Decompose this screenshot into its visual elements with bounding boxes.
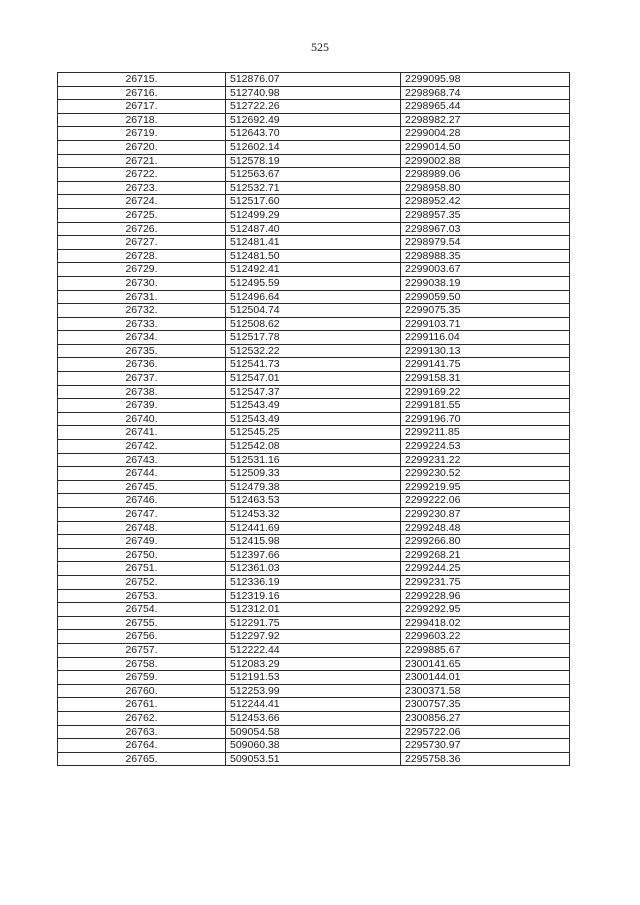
y-coordinate-cell: 2299181.55 (401, 399, 570, 413)
point-number-cell: 26757. (58, 643, 226, 657)
y-coordinate-cell: 2298988.35 (401, 249, 570, 263)
table-row (58, 100, 570, 114)
x-coordinate-cell: 512453.66 (226, 711, 401, 725)
point-number-cell: 26750. (58, 548, 226, 562)
y-coordinate-cell: 2295722.06 (401, 725, 570, 739)
x-coordinate-cell: 512547.37 (226, 385, 401, 399)
x-coordinate-cell: 509060.38 (226, 739, 401, 753)
y-coordinate-cell: 2299230.87 (401, 508, 570, 522)
point-number-cell: 26745. (58, 480, 226, 494)
x-coordinate-cell: 512495.59 (226, 276, 401, 290)
y-coordinate-cell: 2299292.95 (401, 603, 570, 617)
y-coordinate-cell: 2299014.50 (401, 140, 570, 154)
point-number-cell: 26727. (58, 236, 226, 250)
point-number-cell: 26728. (58, 249, 226, 263)
coordinates-table-body (58, 73, 570, 766)
x-coordinate-cell: 512692.49 (226, 113, 401, 127)
x-coordinate-cell: 512312.01 (226, 603, 401, 617)
y-coordinate-cell: 2299230.52 (401, 467, 570, 481)
x-coordinate-cell: 512508.62 (226, 317, 401, 331)
table-row (58, 195, 570, 209)
table-row (58, 671, 570, 685)
x-coordinate-cell: 512463.53 (226, 494, 401, 508)
point-number-cell: 26756. (58, 630, 226, 644)
x-coordinate-cell: 512222.44 (226, 643, 401, 657)
x-coordinate-cell: 512481.41 (226, 236, 401, 250)
y-coordinate-cell: 2298979.54 (401, 236, 570, 250)
y-coordinate-cell: 2299075.35 (401, 304, 570, 318)
y-coordinate-cell: 2299116.04 (401, 331, 570, 345)
x-coordinate-cell: 512531.16 (226, 453, 401, 467)
point-number-cell: 26762. (58, 711, 226, 725)
y-coordinate-cell: 2295730.97 (401, 739, 570, 753)
point-number-cell: 26720. (58, 140, 226, 154)
point-number-cell: 26738. (58, 385, 226, 399)
y-coordinate-cell: 2299130.13 (401, 344, 570, 358)
point-number-cell: 26765. (58, 752, 226, 766)
y-coordinate-cell: 2299885.67 (401, 643, 570, 657)
y-coordinate-cell: 2298982.27 (401, 113, 570, 127)
table-row (58, 276, 570, 290)
point-number-cell: 26730. (58, 276, 226, 290)
point-number-cell: 26739. (58, 399, 226, 413)
table-row (58, 698, 570, 712)
y-coordinate-cell: 2298968.74 (401, 86, 570, 100)
y-coordinate-cell: 2300757.35 (401, 698, 570, 712)
x-coordinate-cell: 512547.01 (226, 372, 401, 386)
table-row (58, 657, 570, 671)
table-row (58, 113, 570, 127)
y-coordinate-cell: 2298989.06 (401, 168, 570, 182)
y-coordinate-cell: 2299228.96 (401, 589, 570, 603)
point-number-cell: 26734. (58, 331, 226, 345)
y-coordinate-cell: 2299158.31 (401, 372, 570, 386)
y-coordinate-cell: 2298967.03 (401, 222, 570, 236)
y-coordinate-cell: 2298952.42 (401, 195, 570, 209)
point-number-cell: 26761. (58, 698, 226, 712)
y-coordinate-cell: 2299003.67 (401, 263, 570, 277)
y-coordinate-cell: 2299059.50 (401, 290, 570, 304)
table-row (58, 304, 570, 318)
point-number-cell: 26758. (58, 657, 226, 671)
table-row (58, 290, 570, 304)
y-coordinate-cell: 2299603.22 (401, 630, 570, 644)
point-number-cell: 26742. (58, 440, 226, 454)
point-number-cell: 26731. (58, 290, 226, 304)
point-number-cell: 26736. (58, 358, 226, 372)
x-coordinate-cell: 512543.49 (226, 399, 401, 413)
table-row (58, 630, 570, 644)
point-number-cell: 26722. (58, 168, 226, 182)
table-row (58, 603, 570, 617)
y-coordinate-cell: 2299266.80 (401, 535, 570, 549)
table-row (58, 616, 570, 630)
y-coordinate-cell: 2299004.28 (401, 127, 570, 141)
x-coordinate-cell: 512361.03 (226, 562, 401, 576)
table-row (58, 140, 570, 154)
point-number-cell: 26741. (58, 426, 226, 440)
point-number-cell: 26735. (58, 344, 226, 358)
point-number-cell: 26754. (58, 603, 226, 617)
x-coordinate-cell: 512532.71 (226, 181, 401, 195)
y-coordinate-cell: 2299248.48 (401, 521, 570, 535)
table-row (58, 86, 570, 100)
point-number-cell: 26721. (58, 154, 226, 168)
point-number-cell: 26725. (58, 208, 226, 222)
point-number-cell: 26744. (58, 467, 226, 481)
point-number-cell: 26752. (58, 575, 226, 589)
table-row (58, 711, 570, 725)
x-coordinate-cell: 512487.40 (226, 222, 401, 236)
point-number-cell: 26746. (58, 494, 226, 508)
table-row (58, 127, 570, 141)
table-row (58, 154, 570, 168)
y-coordinate-cell: 2299169.22 (401, 385, 570, 399)
point-number-cell: 26716. (58, 86, 226, 100)
y-coordinate-cell: 2299211.85 (401, 426, 570, 440)
x-coordinate-cell: 512722.26 (226, 100, 401, 114)
x-coordinate-cell: 512191.53 (226, 671, 401, 685)
x-coordinate-cell: 512481.50 (226, 249, 401, 263)
y-coordinate-cell: 2298957.35 (401, 208, 570, 222)
x-coordinate-cell: 512563.67 (226, 168, 401, 182)
x-coordinate-cell: 512740.98 (226, 86, 401, 100)
x-coordinate-cell: 512545.25 (226, 426, 401, 440)
table-row (58, 508, 570, 522)
x-coordinate-cell: 512578.19 (226, 154, 401, 168)
x-coordinate-cell: 512532.22 (226, 344, 401, 358)
x-coordinate-cell: 512643.70 (226, 127, 401, 141)
y-coordinate-cell: 2298958.80 (401, 181, 570, 195)
point-number-cell: 26726. (58, 222, 226, 236)
point-number-cell: 26749. (58, 535, 226, 549)
point-number-cell: 26737. (58, 372, 226, 386)
point-number-cell: 26733. (58, 317, 226, 331)
point-number-cell: 26747. (58, 508, 226, 522)
x-coordinate-cell: 512504.74 (226, 304, 401, 318)
point-number-cell: 26724. (58, 195, 226, 209)
point-number-cell: 26743. (58, 453, 226, 467)
point-number-cell: 26759. (58, 671, 226, 685)
x-coordinate-cell: 512543.49 (226, 412, 401, 426)
x-coordinate-cell: 512441.69 (226, 521, 401, 535)
point-number-cell: 26723. (58, 181, 226, 195)
x-coordinate-cell: 512415.98 (226, 535, 401, 549)
y-coordinate-cell: 2295758.36 (401, 752, 570, 766)
table-row (58, 752, 570, 766)
x-coordinate-cell: 512492.41 (226, 263, 401, 277)
y-coordinate-cell: 2299103.71 (401, 317, 570, 331)
coordinates-table (57, 72, 570, 766)
table-row (58, 317, 570, 331)
y-coordinate-cell: 2299002.88 (401, 154, 570, 168)
table-row (58, 521, 570, 535)
table-row (58, 168, 570, 182)
x-coordinate-cell: 512541.73 (226, 358, 401, 372)
y-coordinate-cell: 2299418.02 (401, 616, 570, 630)
table-row (58, 372, 570, 386)
table-row (58, 684, 570, 698)
x-coordinate-cell: 512244.41 (226, 698, 401, 712)
point-number-cell: 26740. (58, 412, 226, 426)
table-row (58, 453, 570, 467)
x-coordinate-cell: 512083.29 (226, 657, 401, 671)
table-row (58, 249, 570, 263)
point-number-cell: 26719. (58, 127, 226, 141)
point-number-cell: 26729. (58, 263, 226, 277)
table-row (58, 263, 570, 277)
x-coordinate-cell: 512499.29 (226, 208, 401, 222)
x-coordinate-cell: 512517.78 (226, 331, 401, 345)
table-row (58, 467, 570, 481)
point-number-cell: 26764. (58, 739, 226, 753)
table-row (58, 412, 570, 426)
point-number-cell: 26732. (58, 304, 226, 318)
y-coordinate-cell: 2299231.75 (401, 575, 570, 589)
table-row (58, 589, 570, 603)
point-number-cell: 26718. (58, 113, 226, 127)
x-coordinate-cell: 512496.64 (226, 290, 401, 304)
table-row (58, 739, 570, 753)
y-coordinate-cell: 2299196.70 (401, 412, 570, 426)
page-number: 525 (311, 40, 329, 54)
table-row (58, 222, 570, 236)
y-coordinate-cell: 2298965.44 (401, 100, 570, 114)
x-coordinate-cell: 512291.75 (226, 616, 401, 630)
x-coordinate-cell: 512453.32 (226, 508, 401, 522)
y-coordinate-cell: 2299141.75 (401, 358, 570, 372)
x-coordinate-cell: 512297.92 (226, 630, 401, 644)
y-coordinate-cell: 2300141.65 (401, 657, 570, 671)
y-coordinate-cell: 2300144.01 (401, 671, 570, 685)
table-row (58, 426, 570, 440)
table-row (58, 358, 570, 372)
y-coordinate-cell: 2299224.53 (401, 440, 570, 454)
table-row (58, 548, 570, 562)
y-coordinate-cell: 2300856.27 (401, 711, 570, 725)
y-coordinate-cell: 2299038.19 (401, 276, 570, 290)
point-number-cell: 26753. (58, 589, 226, 603)
point-number-cell: 26755. (58, 616, 226, 630)
x-coordinate-cell: 512319.16 (226, 589, 401, 603)
y-coordinate-cell: 2299268.21 (401, 548, 570, 562)
x-coordinate-cell: 512397.66 (226, 548, 401, 562)
table-row (58, 480, 570, 494)
point-number-cell: 26751. (58, 562, 226, 576)
x-coordinate-cell: 512253.99 (226, 684, 401, 698)
table-row (58, 535, 570, 549)
x-coordinate-cell: 512542.08 (226, 440, 401, 454)
x-coordinate-cell: 512336.19 (226, 575, 401, 589)
table-row (58, 344, 570, 358)
x-coordinate-cell: 512602.14 (226, 140, 401, 154)
x-coordinate-cell: 512479.38 (226, 480, 401, 494)
point-number-cell: 26748. (58, 521, 226, 535)
point-number-cell: 26763. (58, 725, 226, 739)
table-row (58, 440, 570, 454)
y-coordinate-cell: 2299095.98 (401, 73, 570, 87)
table-row (58, 331, 570, 345)
x-coordinate-cell: 509053.51 (226, 752, 401, 766)
table-row (58, 73, 570, 87)
y-coordinate-cell: 2299222.06 (401, 494, 570, 508)
table-row (58, 494, 570, 508)
table-row (58, 181, 570, 195)
point-number-cell: 26717. (58, 100, 226, 114)
point-number-cell: 26715. (58, 73, 226, 87)
x-coordinate-cell: 512876.07 (226, 73, 401, 87)
x-coordinate-cell: 509054.58 (226, 725, 401, 739)
table-row (58, 575, 570, 589)
table-row (58, 399, 570, 413)
x-coordinate-cell: 512509.33 (226, 467, 401, 481)
y-coordinate-cell: 2300371.58 (401, 684, 570, 698)
table-row (58, 236, 570, 250)
y-coordinate-cell: 2299219.95 (401, 480, 570, 494)
y-coordinate-cell: 2299244.25 (401, 562, 570, 576)
y-coordinate-cell: 2299231.22 (401, 453, 570, 467)
point-number-cell: 26760. (58, 684, 226, 698)
table-row (58, 385, 570, 399)
x-coordinate-cell: 512517.60 (226, 195, 401, 209)
table-row (58, 643, 570, 657)
table-row (58, 208, 570, 222)
table-row (58, 562, 570, 576)
table-row (58, 725, 570, 739)
